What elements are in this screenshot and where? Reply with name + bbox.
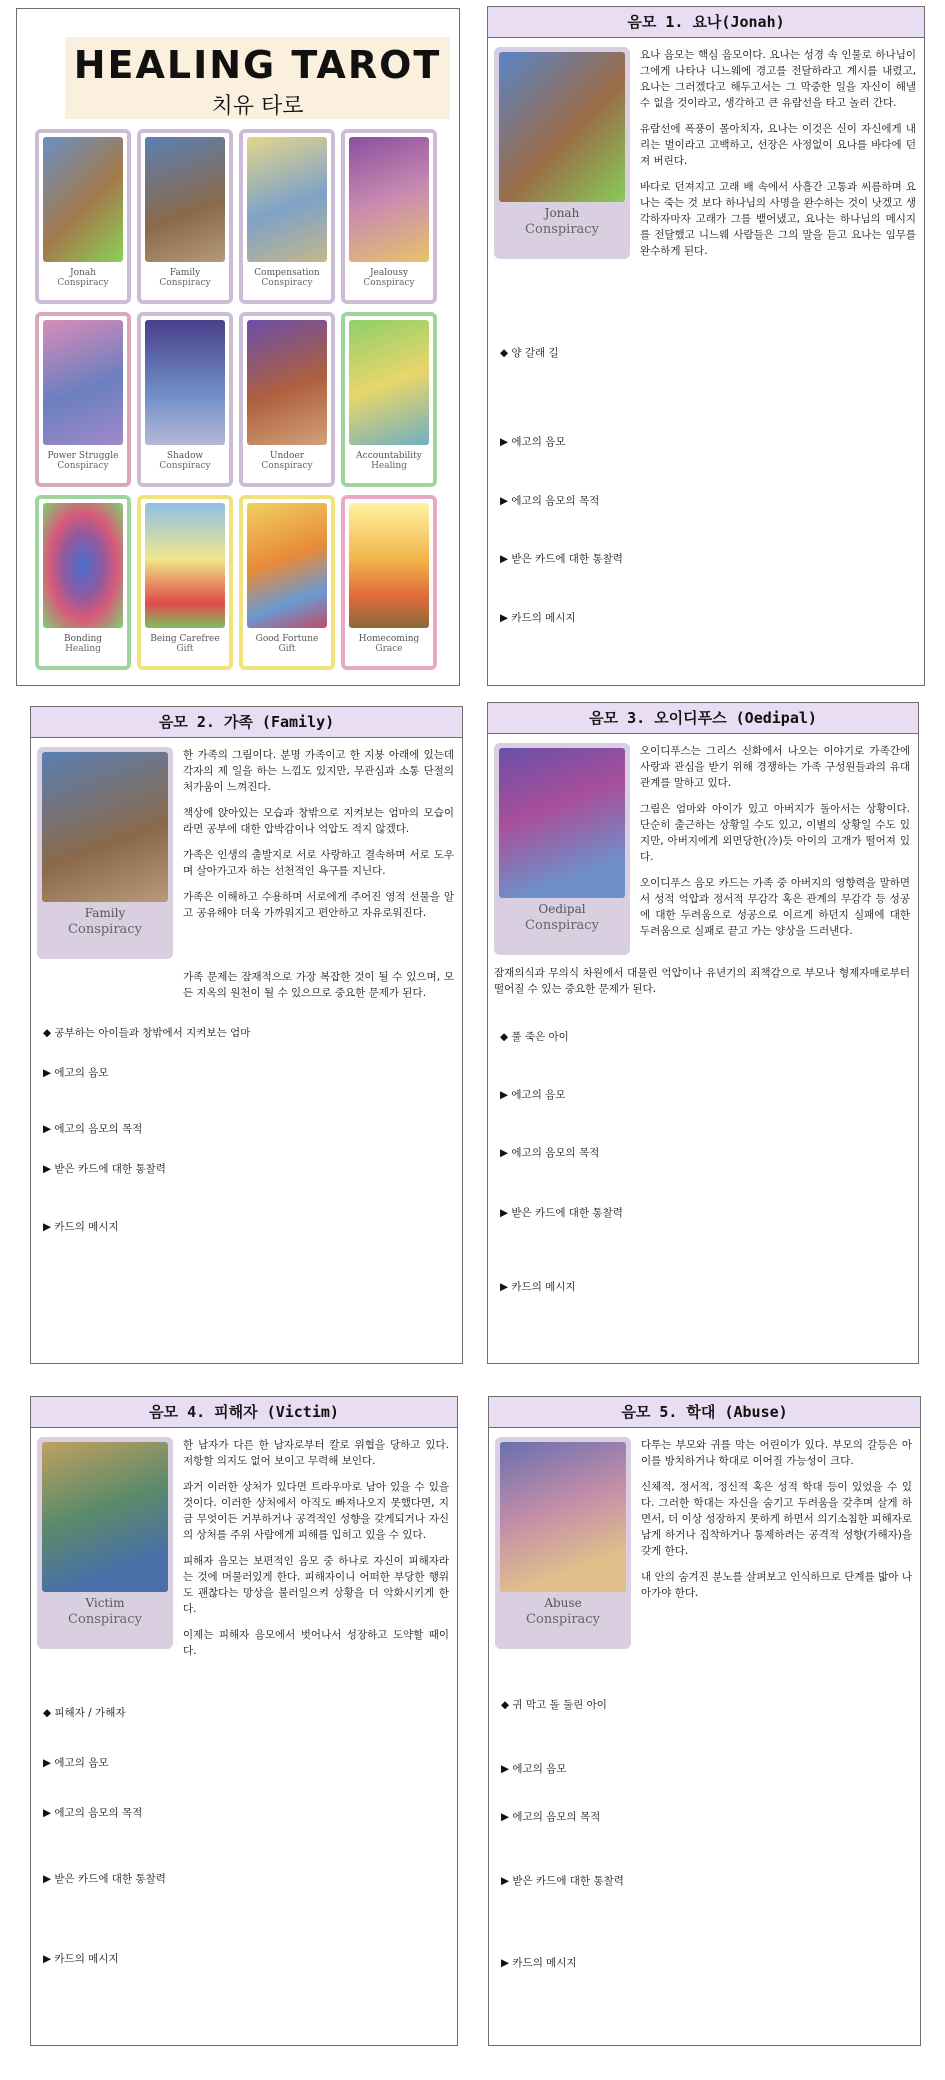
card-description [641,1437,912,1611]
section-ego-purpose: ▶ 에고의 음모의 목적 [500,495,600,507]
card-keyword: ◆ 풀 죽은 아이 [500,1031,569,1043]
card-illustration [499,52,625,202]
description-paragraph: 오이디푸스는 그리스 신화에서 나오는 이야기로 가족간에 사랑과 관심을 받기 위해 경쟁하는 가족 구성원들과의 유대 관계를 말하고 있다. [640,745,910,789]
card-illustration [42,1442,168,1592]
card-image [37,1437,173,1649]
card-name: Family [169,268,201,278]
card-category: Conspiracy [526,1612,600,1627]
tarot-card[interactable] [137,495,233,670]
description-paragraph: 한 가족의 그림이다. 분명 가족이고 한 지붕 아래에 있는데 각자의 제 일을 하는 느낌도 있지만, 무관심과 소통 단절의 처가움이 느껴진다. [183,749,454,793]
section-message: ▶ 카드의 메시지 [500,1281,576,1293]
description-paragraph: 책상에 앉아있는 모습과 창밖으로 지켜보는 엄마의 모습이라면 공부에 대한 압박감이나 억압도 적지 않겠다. [183,807,454,835]
card-keyword: ◆ 귀 막고 돌 둘린 아이 [501,1699,607,1711]
tarot-card[interactable] [239,129,335,304]
card-category: Conspiracy [159,278,211,288]
card-category: Gift [278,644,296,654]
card-category: Conspiracy [68,1612,142,1627]
section-ego-conspiracy: ▶ 에고의 음모 [43,1757,109,1769]
card-page-oedipal [487,702,919,1364]
description-paragraph: 가족은 인생의 출발지로 서로 사랑하고 결속하며 서로 도우며 살아가고자 하는 선천적인 욕구를 지닌다. [183,849,454,877]
card-category: Conspiracy [261,461,313,471]
section-insight: ▶ 받은 카드에 대한 통찰력 [500,553,623,565]
description-trailing: 잠재의식과 무의식 차원에서 대물린 억압이나 유년기의 죄책감으로 부모나 형제자매로부터 떨어질 수 있는 중요한 문제가 된다. [494,967,910,995]
card-category: Grace [375,644,403,654]
card-illustration [247,137,327,262]
card-category: Conspiracy [68,922,142,937]
card-name: Shadow [166,451,204,461]
card-illustration [42,752,168,902]
card-illustration [500,1442,626,1592]
cover-panel [16,8,460,686]
description-paragraph: 다투는 부모와 귀를 막는 어린이가 있다. 부모의 갈등은 아이를 방치하거나 학대로 이어질 가능성이 크다. [641,1439,912,1467]
card-image [37,747,173,959]
card-image [494,743,630,955]
card-name: Good Fortune [255,634,319,644]
description-paragraph: 가족은 이해하고 수용하며 서로에게 주어진 영적 선물을 알고 공유해야 더욱 가까워지고 편안하고 자유로워진다. [183,891,454,919]
tarot-card[interactable] [341,312,437,487]
card-name: Family [84,906,126,920]
section-ego-conspiracy: ▶ 에고의 음모 [43,1067,109,1079]
card-illustration [247,320,327,445]
card-category: Conspiracy [363,278,415,288]
cover-title-en: HEALING TAROT [73,43,442,87]
section-ego-conspiracy: ▶ 에고의 음모 [500,1089,566,1101]
card-keyword: ◆ 피해자 / 가해자 [43,1707,126,1719]
card-category: Healing [65,644,101,654]
section-ego-purpose: ▶ 에고의 음모의 목적 [43,1807,143,1819]
section-insight: ▶ 받은 카드에 대한 통찰력 [43,1873,166,1885]
tarot-card[interactable] [341,495,437,670]
card-illustration [499,748,625,898]
description-paragraph: 요나 음모는 핵심 음모이다. 요나는 성경 속 인물로 하나님이 그에게 나타나 니느웨에 경고를 전달하라고 계시를 내렸고, 요나는 그러겠다고 해두고서는 그 막중한 일을 자신이 해낼 수 없을 것이라고, 생각하고 큰 유람선을 타고 놀러 간다. [640,49,916,109]
section-ego-conspiracy: ▶ 에고의 음모 [500,436,566,448]
card-name: Jealousy [369,268,409,278]
card-image [494,47,630,259]
tarot-card[interactable] [239,312,335,487]
tarot-card[interactable] [35,495,131,670]
description-paragraph: 과거 이러한 상처가 있다면 트라우마로 남아 있을 수 있을 것이다. 이러한 상처에서 아직도 빠져나오지 못했다면, 지금 무엇이든 거부하거나 공격적인 성향을 갖게되거나 자신의 상처를 주위 사람에게 피해를 입히고 있을 수 있다. [183,1481,449,1541]
page-header: 음모 4. 피해자 (Victim) [31,1397,457,1428]
section-ego-conspiracy: ▶ 에고의 음모 [501,1763,567,1775]
card-illustration [145,137,225,262]
card-illustration [349,137,429,262]
card-name: Bonding [63,634,103,644]
card-page-victim [30,1396,458,2046]
card-name: Being Carefree [150,634,220,644]
section-message: ▶ 카드의 메시지 [501,1957,577,1969]
card-description [640,47,916,269]
description-paragraph: 바다로 던져지고 고래 배 속에서 사흘간 고통과 씨름하며 요나는 죽는 것 보다 하나님의 사명을 완수하는 것이 낫겠고 생각하자마자 고래가 그를 뱉어냈고, 요나는 하나님의 메시지를 전달했고 니느웨 사람들은 그의 말을 듣고 요나는 임무를 완수하게 된다. [640,181,916,257]
description-paragraph: 유람선에 폭풍이 몰아치자, 요나는 이것은 신이 자신에게 내리는 벌이라고 고백하고, 선장은 사정없이 요나를 바다에 던져 버린다. [640,123,916,167]
card-category: Conspiracy [525,918,599,933]
card-illustration [145,503,225,628]
tarot-card[interactable] [239,495,335,670]
description-paragraph: 그림은 엄마와 아이가 있고 아버지가 돌아서는 상황이다. 단순히 출근하는 상황일 수도 있고, 이별의 상황일 수도 있지만, 아버지에게 외면당한(冷)듯 아이의 고개가 떨어져 있다. [640,803,910,863]
description-paragraph: 한 남자가 다른 한 남자로부터 칼로 위협을 당하고 있다. 저항할 의지도 없어 보이고 무력해 보인다. [183,1439,449,1467]
card-illustration [145,320,225,445]
page-header: 음모 2. 가족 (Family) [31,707,462,738]
card-page-jonah [487,6,925,686]
tarot-card[interactable] [341,129,437,304]
card-name: Jonah [544,206,580,220]
card-name: Power Struggle [47,451,119,461]
card-illustration [43,137,123,262]
card-page-abuse [488,1396,921,2046]
tarot-card[interactable] [137,312,233,487]
page-header: 음모 1. 요나(Jonah) [488,7,924,38]
section-message: ▶ 카드의 메시지 [43,1953,119,1965]
description-paragraph: 이제는 피해자 음모에서 벗어나서 성장하고 도약할 때이다. [183,1629,449,1657]
description-paragraph: 내 안의 숨겨진 분노를 살펴보고 인식하므로 단계를 밟아 나아가야 한다. [641,1571,912,1599]
card-category: Conspiracy [525,222,599,237]
card-name: Abuse [544,1596,582,1610]
card-illustration [43,320,123,445]
card-category: Gift [176,644,194,654]
card-keyword: ◆ 양 갈래 길 [500,347,559,359]
section-ego-purpose: ▶ 에고의 음모의 목적 [43,1123,143,1135]
card-name: Victim [85,1596,125,1610]
card-illustration [349,320,429,445]
tarot-card[interactable] [35,312,131,487]
section-ego-purpose: ▶ 에고의 음모의 목적 [500,1147,600,1159]
card-description [183,1437,449,1669]
card-name: Homecoming [358,634,420,644]
card-description [640,743,910,949]
section-insight: ▶ 받은 카드에 대한 통찰력 [501,1875,624,1887]
card-image [495,1437,631,1649]
card-category: Healing [371,461,407,471]
card-category: Conspiracy [261,278,313,288]
card-name: Undoer [269,451,305,461]
card-name: Compensation [254,268,320,278]
section-insight: ▶ 받은 카드에 대한 통찰력 [43,1163,166,1175]
description-paragraph: 피해자 음모는 보편적인 음모 중 하나로 자신이 피해자라는 것에 머물러있게 한다. 피해자이니 어떠한 부당한 행위도 괜찮다는 망상을 불러일으켜 상황을 더 악화시키게 한다. [183,1555,449,1615]
description-trailing: 가족 문제는 잠재적으로 가장 복잡한 것이 될 수 있으며, 모든 지옥의 원천이 될 수 있으므로 중요한 문제가 된다. [183,971,454,999]
card-name: Oedipal [538,902,586,916]
description-paragraph: 신체적, 정서적, 정신적 혹은 성적 학대 등이 있었을 수 있다. 그러한 학대는 자신을 숨기고 두려움을 갖추며 살게 하면서, 더 이상 성장하지 못하게 하면서 의기소침한 피해자로 남게 하거나 집착하거나 통제하려는 공격적 성향(가해자)을 갖게 한다. [641,1481,912,1557]
card-description [183,747,454,931]
card-keyword: ◆ 공부하는 아이들과 창밖에서 지켜보는 엄마 [43,1027,251,1039]
tarot-card[interactable] [35,129,131,304]
cover-title-ko: 치유 타로 [211,94,304,119]
cover-title-box [65,37,450,119]
card-name: Jonah [70,268,96,278]
section-message: ▶ 카드의 메시지 [500,612,576,624]
section-message: ▶ 카드의 메시지 [43,1221,119,1233]
card-illustration [349,503,429,628]
section-ego-purpose: ▶ 에고의 음모의 목적 [501,1811,601,1823]
card-illustration [43,503,123,628]
card-illustration [247,503,327,628]
description-paragraph: 오이디푸스 음모 카드는 가족 중 아버지의 영향력을 말하면서 성적 억압과 정서적 무감각 혹은 관계의 무감각 등 성공에 대한 두려움으로 성공으로 이르게 하던지 실패에 대한 두려움으로 실패로 끝고 가는 양상을 드러낸다. [640,877,910,937]
card-category: Conspiracy [57,461,109,471]
card-page-family [30,706,463,1364]
page-header: 음모 5. 학대 (Abuse) [489,1397,920,1428]
page-header: 음모 3. 오이디푸스 (Oedipal) [488,703,918,734]
card-category: Conspiracy [159,461,211,471]
card-name: Accountability [356,451,422,461]
tarot-card[interactable] [137,129,233,304]
section-insight: ▶ 받은 카드에 대한 통찰력 [500,1207,623,1219]
card-category: Conspiracy [57,278,109,288]
